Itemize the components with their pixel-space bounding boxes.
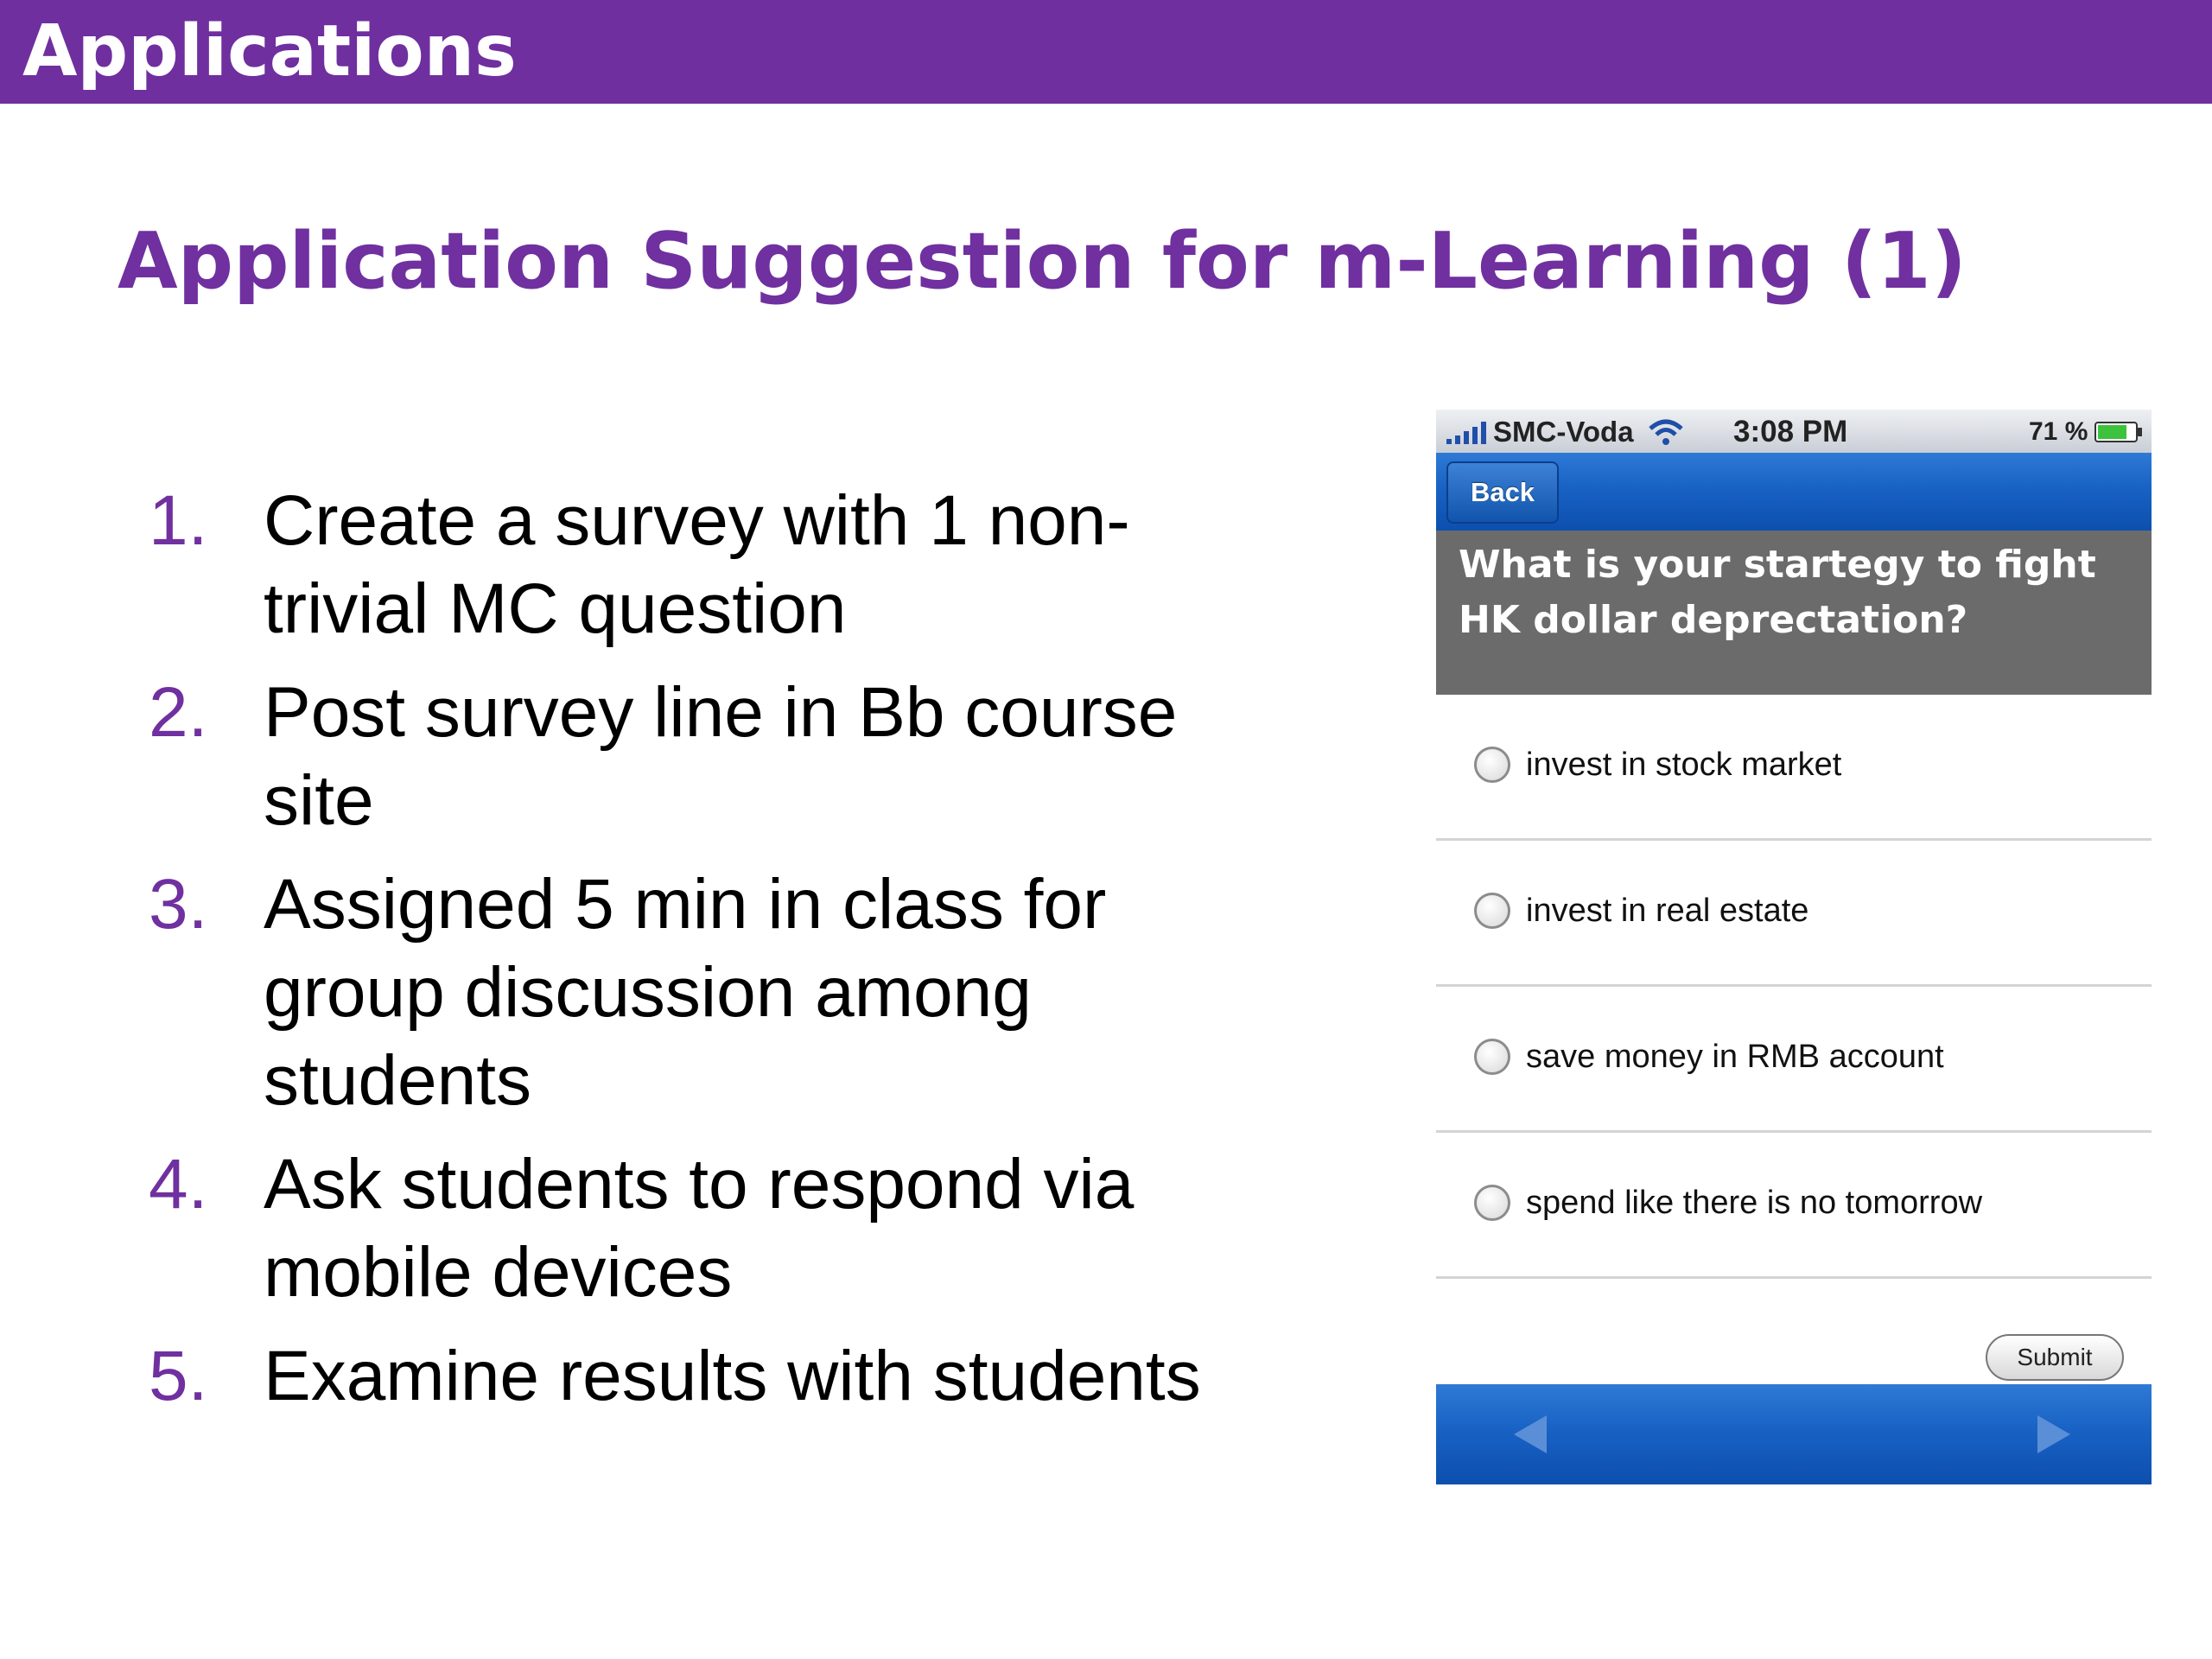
steps-list: [0, 477, 1331, 1436]
option-row[interactable]: [1436, 695, 2152, 841]
option-label: invest in stock market: [1526, 747, 1842, 783]
wifi-icon: [1647, 418, 1685, 446]
status-bar: [1436, 410, 2152, 453]
step-number: 1.: [149, 481, 208, 560]
option-list: [1436, 695, 2152, 1279]
bottom-toolbar: [1436, 1384, 2152, 1484]
carrier-name: SMC-Voda: [1493, 416, 1634, 448]
option-label: spend like there is no tomorrow: [1526, 1185, 1983, 1221]
battery-icon: [2094, 422, 2143, 442]
slide-title: Application Suggestion for m-Learning (1): [118, 216, 1967, 307]
back-button[interactable]: Back: [1446, 461, 1559, 524]
step-text: Post survey line in Bb course site: [264, 673, 1178, 840]
radio-button[interactable]: [1474, 1039, 1510, 1075]
step-number: 2.: [149, 673, 208, 752]
step-item: [0, 669, 1331, 845]
step-item: [0, 1141, 1331, 1317]
signal-bars-icon: [1445, 422, 1490, 444]
step-item: [0, 477, 1331, 653]
step-item: [0, 1332, 1331, 1421]
option-row[interactable]: [1436, 841, 2152, 987]
radio-button[interactable]: [1474, 1185, 1510, 1221]
option-row[interactable]: [1436, 1133, 2152, 1279]
question-header: [1436, 531, 2152, 695]
status-time: 3:08 PM: [1733, 415, 1848, 448]
question-text: What is your startegy to fight HK dollar deprectation?: [1459, 543, 2096, 642]
header-bar: [0, 0, 2212, 104]
left-arrow-icon[interactable]: [1514, 1415, 1547, 1453]
option-row[interactable]: [1436, 987, 2152, 1133]
battery-percentage: 71 %: [2029, 417, 2088, 446]
step-text: Examine results with students: [264, 1337, 1201, 1415]
step-number: 5.: [149, 1337, 208, 1415]
step-number: 4.: [149, 1145, 208, 1224]
option-label: save money in RMB account: [1526, 1039, 1944, 1075]
nav-bar: [1436, 453, 2152, 531]
radio-button[interactable]: [1474, 747, 1510, 783]
option-label: invest in real estate: [1526, 893, 1809, 929]
radio-button[interactable]: [1474, 893, 1510, 929]
step-number: 3.: [149, 865, 208, 944]
header-title: Applications: [22, 10, 517, 92]
right-arrow-icon[interactable]: [2037, 1415, 2070, 1453]
step-item: [0, 861, 1331, 1125]
phone-screenshot: [1436, 410, 2152, 1484]
step-text: Assigned 5 min in class for group discussion among students: [264, 865, 1107, 1120]
step-text: Create a survey with 1 non-trivial MC question: [264, 481, 1130, 648]
step-text: Ask students to respond via mobile devices: [264, 1145, 1135, 1312]
submit-button[interactable]: Submit: [1986, 1334, 2124, 1381]
